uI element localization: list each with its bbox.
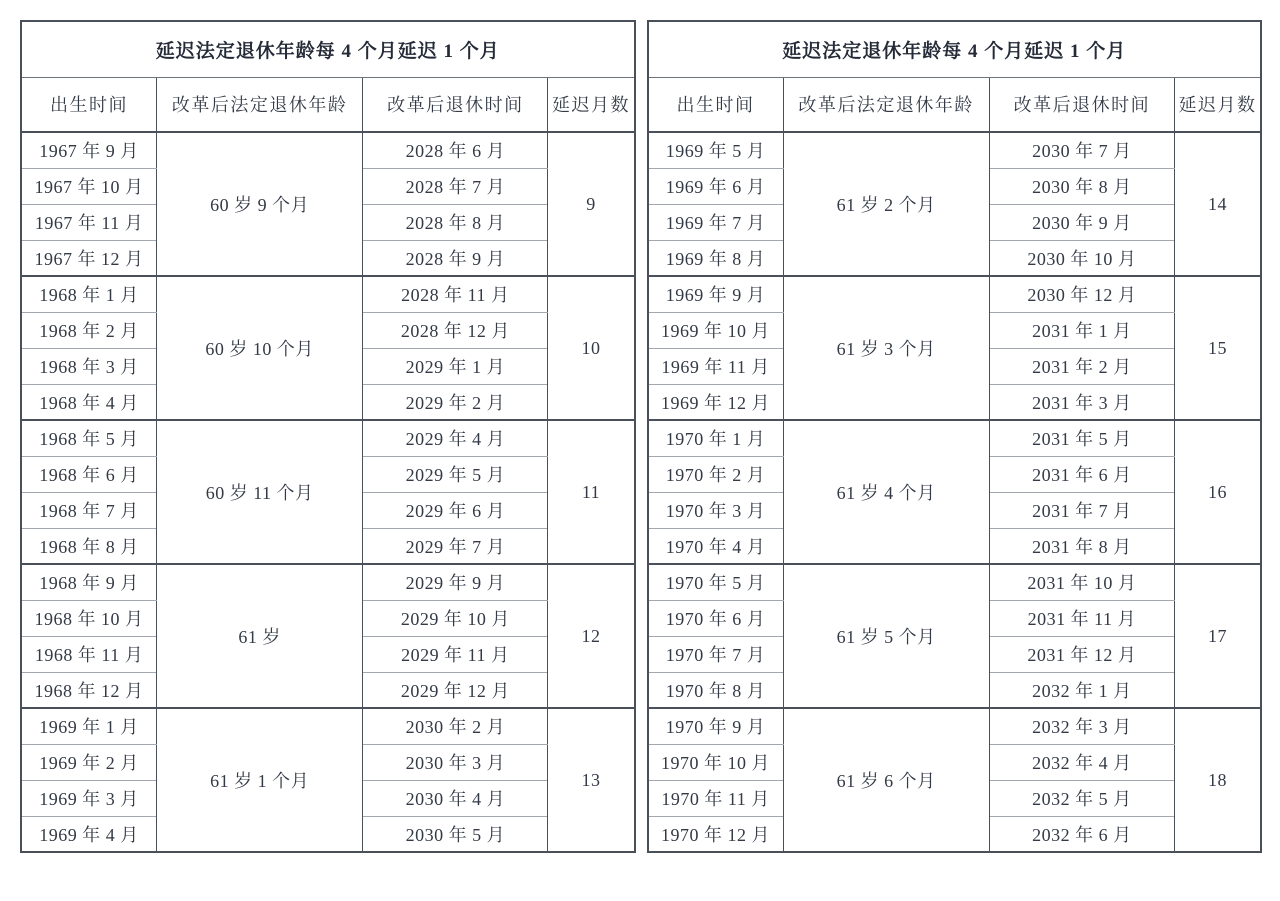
birth-month-cell: 1970 年 6 月 [648, 600, 784, 636]
retirement-age-cell: 60 岁 10 个月 [157, 276, 363, 420]
retirement-age-cell: 61 岁 2 个月 [783, 132, 989, 276]
birth-month-cell: 1970 年 12 月 [648, 816, 784, 852]
retirement-month-cell: 2032 年 3 月 [989, 708, 1174, 744]
retirement-month-cell: 2031 年 5 月 [989, 420, 1174, 456]
birth-month-cell: 1968 年 3 月 [21, 348, 157, 384]
retirement-age-cell: 60 岁 9 个月 [157, 132, 363, 276]
birth-month-cell: 1969 年 6 月 [648, 168, 784, 204]
retirement-month-cell: 2031 年 8 月 [989, 528, 1174, 564]
retirement-month-cell: 2032 年 5 月 [989, 780, 1174, 816]
column-header-delay-months: 延迟月数 [548, 77, 635, 132]
birth-month-cell: 1969 年 10 月 [648, 312, 784, 348]
table-row [648, 276, 1262, 312]
table-title-row [648, 21, 1262, 77]
retirement-month-cell: 2030 年 12 月 [989, 276, 1174, 312]
retirement-age-cell: 61 岁 3 个月 [783, 276, 989, 420]
retirement-age-cell: 61 岁 6 个月 [783, 708, 989, 852]
retirement-table-right [647, 20, 1263, 853]
delay-months-cell: 15 [1174, 276, 1261, 420]
retirement-schedule-table [647, 20, 1263, 853]
retirement-month-cell: 2030 年 9 月 [989, 204, 1174, 240]
retirement-table-left [20, 20, 636, 853]
birth-month-cell: 1967 年 9 月 [21, 132, 157, 168]
delay-months-cell: 12 [548, 564, 635, 708]
birth-month-cell: 1967 年 10 月 [21, 168, 157, 204]
table-row [21, 708, 635, 744]
retirement-month-cell: 2029 年 1 月 [363, 348, 548, 384]
birth-month-cell: 1967 年 11 月 [21, 204, 157, 240]
birth-month-cell: 1970 年 5 月 [648, 564, 784, 600]
column-header-delay-months: 延迟月数 [1174, 77, 1261, 132]
table-row [21, 276, 635, 312]
retirement-month-cell: 2028 年 11 月 [363, 276, 548, 312]
retirement-month-cell: 2032 年 4 月 [989, 744, 1174, 780]
retirement-month-cell: 2032 年 1 月 [989, 672, 1174, 708]
retirement-month-cell: 2029 年 9 月 [363, 564, 548, 600]
birth-month-cell: 1970 年 3 月 [648, 492, 784, 528]
retirement-month-cell: 2030 年 3 月 [363, 744, 548, 780]
table-row [21, 564, 635, 600]
retirement-month-cell: 2031 年 7 月 [989, 492, 1174, 528]
retirement-month-cell: 2031 年 11 月 [989, 600, 1174, 636]
birth-month-cell: 1968 年 4 月 [21, 384, 157, 420]
table-row [648, 420, 1262, 456]
retirement-month-cell: 2028 年 8 月 [363, 204, 548, 240]
retirement-month-cell: 2030 年 8 月 [989, 168, 1174, 204]
retirement-month-cell: 2029 年 2 月 [363, 384, 548, 420]
birth-month-cell: 1969 年 11 月 [648, 348, 784, 384]
table-title: 延迟法定退休年龄每 4 个月延迟 1 个月 [648, 21, 1262, 77]
retirement-month-cell: 2029 年 12 月 [363, 672, 548, 708]
retirement-month-cell: 2028 年 7 月 [363, 168, 548, 204]
birth-month-cell: 1970 年 10 月 [648, 744, 784, 780]
retirement-month-cell: 2028 年 9 月 [363, 240, 548, 276]
birth-month-cell: 1968 年 12 月 [21, 672, 157, 708]
column-header-statutory-age: 改革后法定退休年龄 [783, 77, 989, 132]
table-row [648, 564, 1262, 600]
retirement-month-cell: 2031 年 6 月 [989, 456, 1174, 492]
column-header-birth-date: 出生时间 [21, 77, 157, 132]
column-header-row [648, 77, 1262, 132]
birth-month-cell: 1969 年 8 月 [648, 240, 784, 276]
birth-month-cell: 1970 年 4 月 [648, 528, 784, 564]
column-header-statutory-age: 改革后法定退休年龄 [157, 77, 363, 132]
retirement-month-cell: 2028 年 6 月 [363, 132, 548, 168]
birth-month-cell: 1968 年 8 月 [21, 528, 157, 564]
birth-month-cell: 1968 年 7 月 [21, 492, 157, 528]
delay-months-cell: 17 [1174, 564, 1261, 708]
delay-months-cell: 10 [548, 276, 635, 420]
column-header-retirement-date: 改革后退休时间 [989, 77, 1174, 132]
retirement-month-cell: 2031 年 1 月 [989, 312, 1174, 348]
retirement-age-cell: 61 岁 4 个月 [783, 420, 989, 564]
birth-month-cell: 1968 年 2 月 [21, 312, 157, 348]
birth-month-cell: 1970 年 11 月 [648, 780, 784, 816]
table-title-row [21, 21, 635, 77]
retirement-month-cell: 2029 年 5 月 [363, 456, 548, 492]
retirement-month-cell: 2029 年 11 月 [363, 636, 548, 672]
retirement-month-cell: 2031 年 12 月 [989, 636, 1174, 672]
delay-months-cell: 13 [548, 708, 635, 852]
birth-month-cell: 1970 年 1 月 [648, 420, 784, 456]
retirement-month-cell: 2031 年 2 月 [989, 348, 1174, 384]
birth-month-cell: 1969 年 5 月 [648, 132, 784, 168]
retirement-age-cell: 60 岁 11 个月 [157, 420, 363, 564]
retirement-age-cell: 61 岁 5 个月 [783, 564, 989, 708]
birth-month-cell: 1968 年 9 月 [21, 564, 157, 600]
column-header-birth-date: 出生时间 [648, 77, 784, 132]
delay-months-cell: 9 [548, 132, 635, 276]
birth-month-cell: 1967 年 12 月 [21, 240, 157, 276]
birth-month-cell: 1970 年 2 月 [648, 456, 784, 492]
table-body [648, 132, 1262, 852]
birth-month-cell: 1969 年 2 月 [21, 744, 157, 780]
table-row [21, 420, 635, 456]
birth-month-cell: 1969 年 7 月 [648, 204, 784, 240]
retirement-month-cell: 2030 年 2 月 [363, 708, 548, 744]
birth-month-cell: 1969 年 1 月 [21, 708, 157, 744]
birth-month-cell: 1969 年 4 月 [21, 816, 157, 852]
retirement-month-cell: 2029 年 4 月 [363, 420, 548, 456]
birth-month-cell: 1968 年 10 月 [21, 600, 157, 636]
table-row [21, 132, 635, 168]
retirement-age-cell: 61 岁 1 个月 [157, 708, 363, 852]
delay-months-cell: 14 [1174, 132, 1261, 276]
table-row [648, 132, 1262, 168]
delay-months-cell: 18 [1174, 708, 1261, 852]
retirement-month-cell: 2029 年 10 月 [363, 600, 548, 636]
retirement-month-cell: 2032 年 6 月 [989, 816, 1174, 852]
retirement-month-cell: 2030 年 4 月 [363, 780, 548, 816]
birth-month-cell: 1969 年 3 月 [21, 780, 157, 816]
column-header-row [21, 77, 635, 132]
table-body [21, 132, 635, 852]
delay-months-cell: 16 [1174, 420, 1261, 564]
table-title: 延迟法定退休年龄每 4 个月延迟 1 个月 [21, 21, 635, 77]
birth-month-cell: 1969 年 9 月 [648, 276, 784, 312]
retirement-month-cell: 2029 年 6 月 [363, 492, 548, 528]
birth-month-cell: 1968 年 1 月 [21, 276, 157, 312]
retirement-schedule-table [20, 20, 636, 853]
retirement-month-cell: 2030 年 5 月 [363, 816, 548, 852]
birth-month-cell: 1968 年 6 月 [21, 456, 157, 492]
retirement-month-cell: 2030 年 10 月 [989, 240, 1174, 276]
birth-month-cell: 1968 年 5 月 [21, 420, 157, 456]
table-row [648, 708, 1262, 744]
birth-month-cell: 1970 年 8 月 [648, 672, 784, 708]
retirement-age-cell: 61 岁 [157, 564, 363, 708]
retirement-month-cell: 2031 年 10 月 [989, 564, 1174, 600]
delay-months-cell: 11 [548, 420, 635, 564]
birth-month-cell: 1969 年 12 月 [648, 384, 784, 420]
birth-month-cell: 1968 年 11 月 [21, 636, 157, 672]
retirement-month-cell: 2029 年 7 月 [363, 528, 548, 564]
birth-month-cell: 1970 年 9 月 [648, 708, 784, 744]
retirement-month-cell: 2028 年 12 月 [363, 312, 548, 348]
birth-month-cell: 1970 年 7 月 [648, 636, 784, 672]
retirement-month-cell: 2030 年 7 月 [989, 132, 1174, 168]
column-header-retirement-date: 改革后退休时间 [363, 77, 548, 132]
retirement-month-cell: 2031 年 3 月 [989, 384, 1174, 420]
